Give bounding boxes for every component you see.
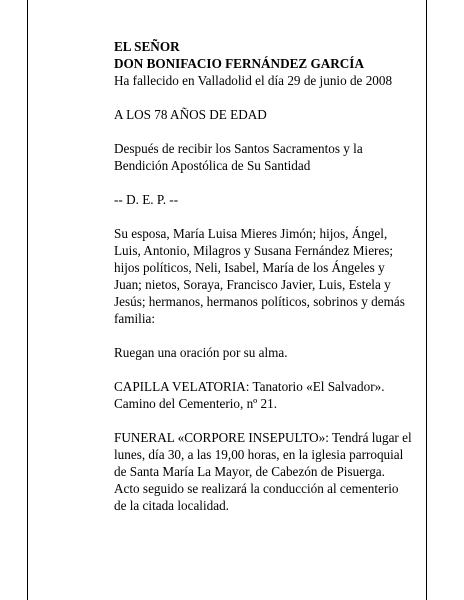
funeral-line: de la citada localidad. (114, 498, 229, 513)
prayer-line: Ruegan una oración por su alma. (114, 345, 288, 360)
funeral-line: lunes, día 30, a las 19,00 horas, en la iglesia parroquial (114, 447, 404, 462)
age-line: A LOS 78 AÑOS DE EDAD (114, 107, 267, 122)
family-paragraph (114, 225, 414, 327)
dep-line: -- D. E. P. -- (114, 192, 179, 207)
deceased-name: DON BONIFACIO FERNÁNDEZ GARCÍA (114, 56, 364, 71)
sacraments-line-2: Bendición Apostólica de Su Santidad (114, 158, 311, 173)
funeral-line: Acto seguido se realizará la conducción al cementerio (114, 481, 399, 496)
chapel-line-1: CAPILLA VELATORIA: Tanatorio «El Salvador». (114, 379, 385, 394)
family-line: Juan; nietos, Soraya, Francisco Javier, Luis, Estela y (114, 277, 391, 292)
family-line: Luis, Antonio, Milagros y Susana Fernández Mieres; (114, 243, 394, 258)
funeral-line: FUNERAL «CORPORE INSEPULTO»: Tendrá lugar el (114, 430, 412, 445)
family-line: Jesús; hermanos, hermanos políticos, sobrinos y demás (114, 294, 405, 309)
funeral-line: de Santa María La Mayor, de Cabezón de Pisuerga. (114, 464, 385, 479)
title-line-1: EL SEÑOR (114, 39, 180, 54)
family-line: hijos políticos, Neli, Isabel, María de los Ángeles y (114, 260, 385, 275)
chapel-line-2: Camino del Cementerio, nº 21. (114, 396, 278, 411)
death-notice: Ha fallecido en Valladolid el día 29 de junio de 2008 (114, 73, 393, 88)
sacraments-line-1: Después de recibir los Santos Sacramentos y la (114, 141, 363, 156)
obituary-notice (114, 38, 414, 514)
funeral-paragraph (114, 429, 414, 514)
family-line: Su esposa, María Luisa Mieres Jimón; hijos, Ángel, (114, 226, 388, 241)
family-line: familia: (114, 311, 156, 326)
